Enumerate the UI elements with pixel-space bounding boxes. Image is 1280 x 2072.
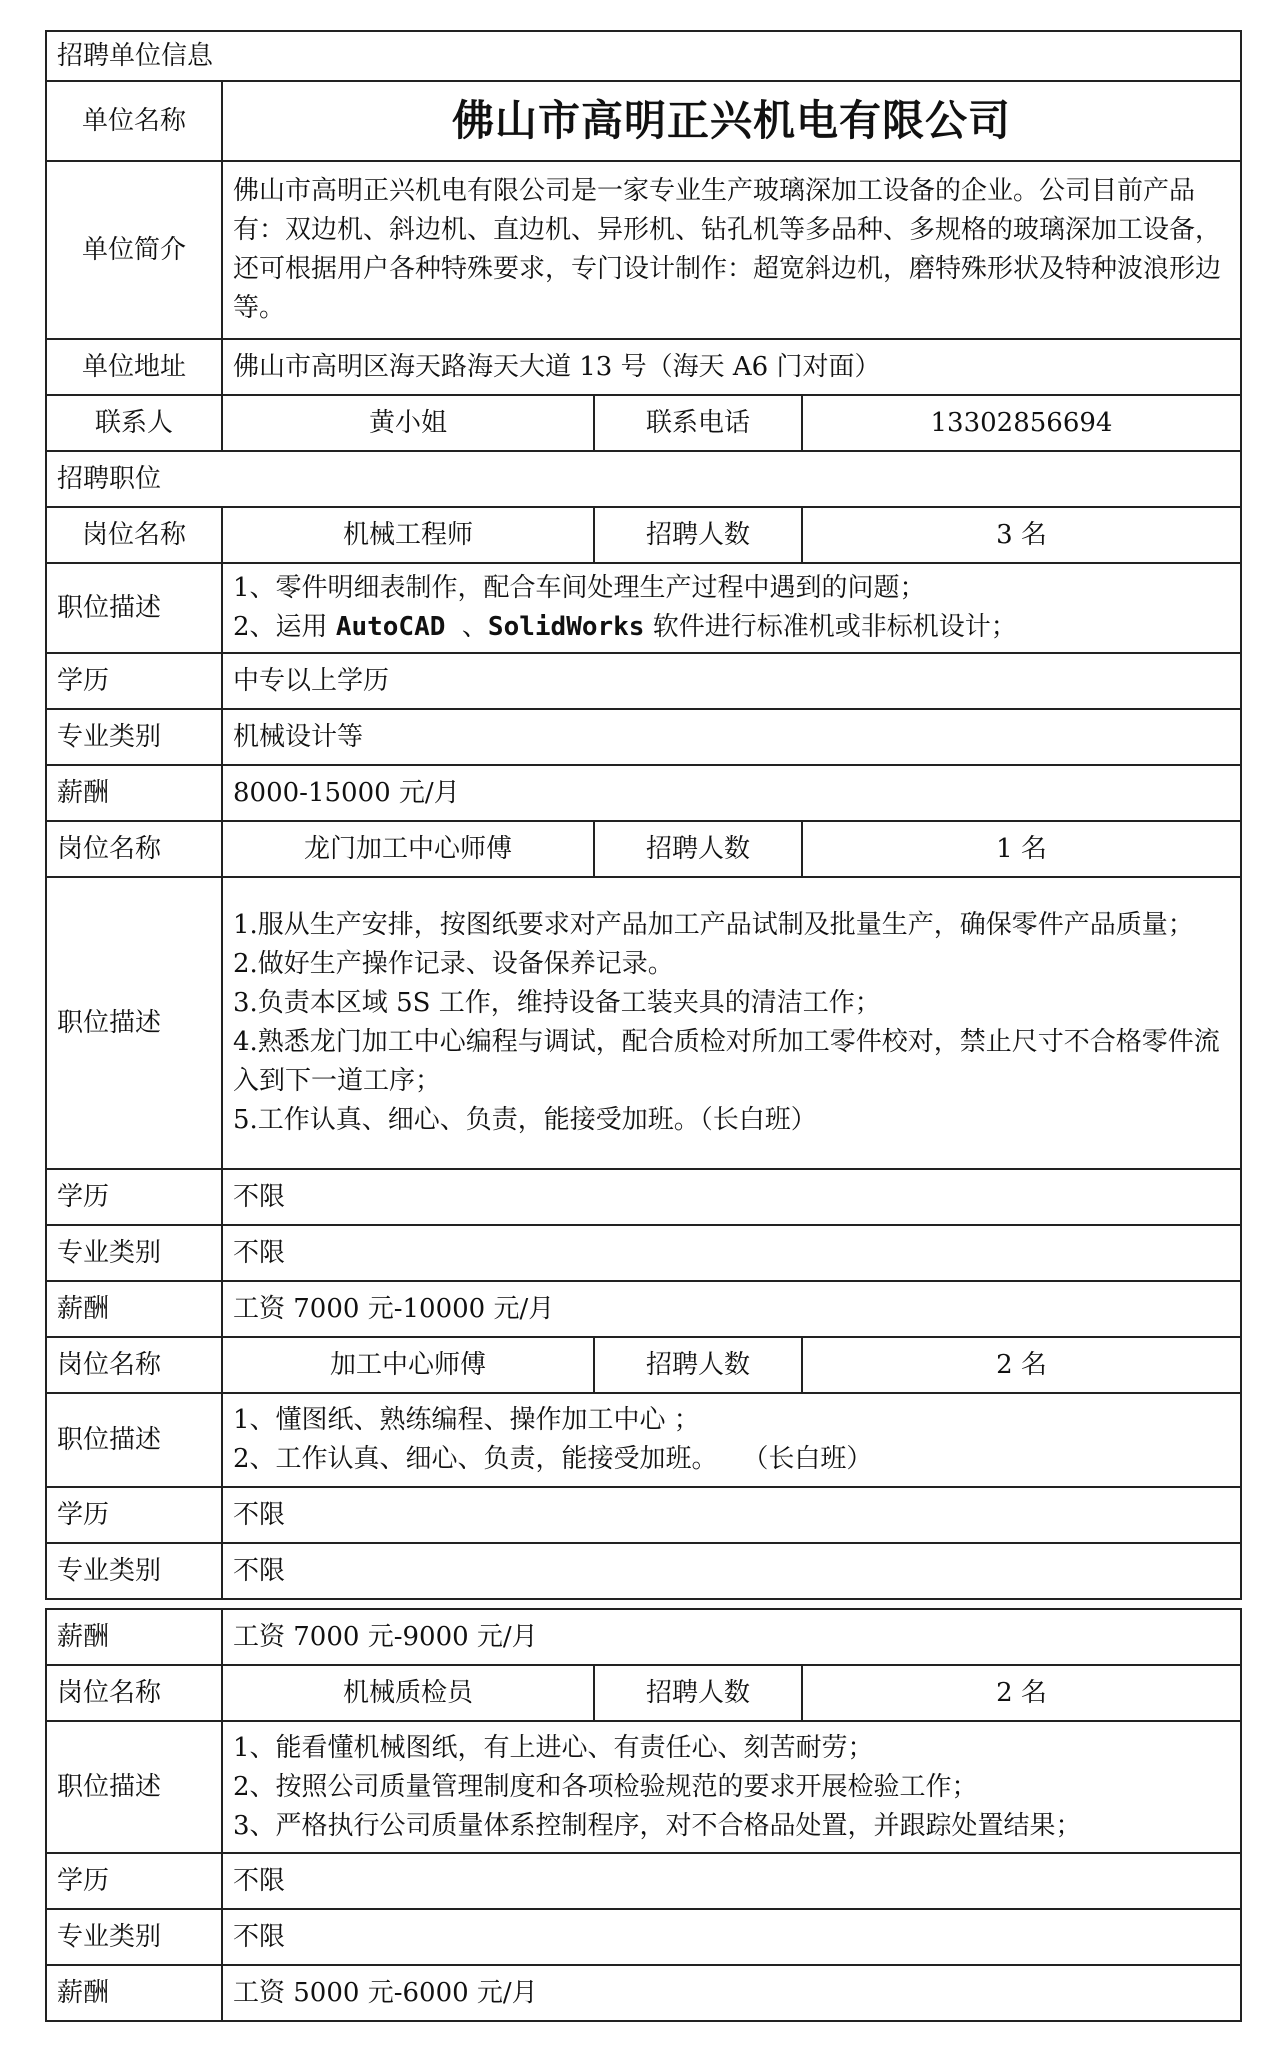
job-3-title: 加工中心师傅 xyxy=(222,1337,594,1393)
job-4-desc-line-3: 3、严格执行公司质量体系控制程序，对不合格品处置，并跟踪处置结果； xyxy=(233,1810,1082,1841)
recruitment-sheet xyxy=(45,30,1240,2022)
job-4-desc-line-2: 2、按照公司质量管理制度和各项检验规范的要求开展检验工作； xyxy=(233,1771,978,1802)
job-3-desc-line-2: 2、工作认真、细心、负责，能接受加班。 （长白班） xyxy=(233,1444,873,1474)
job-2-desc-line-5: 5.工作认真、细心、负责，能接受加班。（长白班） xyxy=(233,1105,817,1135)
job-1-salary-label: 薪酬 xyxy=(46,765,222,821)
job-2-desc-line-2: 2.做好生产操作记录、设备保养记录。 xyxy=(233,949,674,979)
company-address-label: 单位地址 xyxy=(46,339,222,395)
job-3-headcount-label: 招聘人数 xyxy=(594,1337,802,1393)
job-2-title: 龙门加工中心师傅 xyxy=(222,821,594,877)
job-2-desc-line-3: 3.负责本区域 5S 工作，维持设备工装夹具的清洁工作； xyxy=(233,988,881,1018)
phone-number: 13302856694 xyxy=(802,395,1241,451)
job-4-headcount: 2 名 xyxy=(802,1665,1241,1721)
phone-label: 联系电话 xyxy=(594,395,802,451)
job-3-desc-line-1: 1、懂图纸、熟练编程、操作加工中心 ； xyxy=(233,1405,700,1435)
job-2-headcount: 1 名 xyxy=(802,821,1241,877)
job-2-headcount-label: 招聘人数 xyxy=(594,821,802,877)
company-address: 佛山市高明区海天路海天大道 13 号（海天 A6 门对面） xyxy=(222,339,1241,395)
job-4-education: 不限 xyxy=(222,1853,1241,1909)
job-1-education: 中专以上学历 xyxy=(222,653,1241,709)
job-1-desc-line-2 xyxy=(233,608,1230,647)
page-break-gap xyxy=(45,1600,1240,1608)
job-1-desc-label: 职位描述 xyxy=(46,563,222,653)
job-2-desc-label: 职位描述 xyxy=(46,877,222,1169)
recruitment-table-continued xyxy=(45,1608,1242,2022)
job-2-major-label: 专业类别 xyxy=(46,1225,222,1281)
company-intro: 佛山市高明正兴机电有限公司是一家专业生产玻璃深加工设备的企业。公司目前产品有：双边机、斜边机、直边机、异形机、钻孔机等多品种、多规格的玻璃深加工设备，还可根据用户各种特殊要求，专门设计制作：超宽斜边机，磨特殊形状及特种波浪形边等。 xyxy=(222,161,1241,339)
job-2-education-label: 学历 xyxy=(46,1169,222,1225)
job-4-salary: 工资 5000 元-6000 元/月 xyxy=(222,1965,1241,2021)
job-2-education: 不限 xyxy=(222,1169,1241,1225)
company-name: 佛山市高明正兴机电有限公司 xyxy=(222,81,1241,161)
job-1-desc-line-2-sep: 、 xyxy=(445,612,488,642)
job-1-major-label: 专业类别 xyxy=(46,709,222,765)
job-3-salary-label: 薪酬 xyxy=(46,1609,222,1665)
job-1-desc xyxy=(222,563,1241,653)
job-1-headcount: 3 名 xyxy=(802,507,1241,563)
company-intro-label: 单位简介 xyxy=(46,161,222,339)
job-1-desc-line-2-suffix: 软件进行标准机或非标机设计； xyxy=(644,612,1017,642)
software-autocad: AutoCAD xyxy=(335,612,446,642)
job-3-major: 不限 xyxy=(222,1543,1241,1599)
section-jobs-header: 招聘职位 xyxy=(46,451,1241,507)
job-2-position-label: 岗位名称 xyxy=(46,821,222,877)
job-3-salary: 工资 7000 元-9000 元/月 xyxy=(222,1609,1241,1665)
job-4-education-label: 学历 xyxy=(46,1853,222,1909)
job-2-major: 不限 xyxy=(222,1225,1241,1281)
job-4-title: 机械质检员 xyxy=(222,1665,594,1721)
recruitment-table xyxy=(45,30,1242,1600)
job-1-title: 机械工程师 xyxy=(222,507,594,563)
job-1-salary: 8000-15000 元/月 xyxy=(222,765,1241,821)
job-1-position-label: 岗位名称 xyxy=(46,507,222,563)
job-1-major: 机械设计等 xyxy=(222,709,1241,765)
job-2-desc-line-1: 1.服从生产安排，按图纸要求对产品加工产品试制及批量生产，确保零件产品质量； xyxy=(233,910,1194,940)
job-4-major-label: 专业类别 xyxy=(46,1909,222,1965)
job-4-desc-label: 职位描述 xyxy=(46,1721,222,1853)
job-3-desc xyxy=(222,1393,1241,1487)
job-4-headcount-label: 招聘人数 xyxy=(594,1665,802,1721)
job-3-education-label: 学历 xyxy=(46,1487,222,1543)
job-1-education-label: 学历 xyxy=(46,653,222,709)
job-4-desc xyxy=(222,1721,1241,1853)
job-4-major: 不限 xyxy=(222,1909,1241,1965)
job-4-salary-label: 薪酬 xyxy=(46,1965,222,2021)
contact-label: 联系人 xyxy=(46,395,222,451)
job-4-position-label: 岗位名称 xyxy=(46,1665,222,1721)
job-3-desc-label: 职位描述 xyxy=(46,1393,222,1487)
contact-person: 黄小姐 xyxy=(222,395,594,451)
company-name-label: 单位名称 xyxy=(46,81,222,161)
job-3-position-label: 岗位名称 xyxy=(46,1337,222,1393)
job-4-desc-line-1: 1、能看懂机械图纸，有上进心、有责任心、刻苦耐劳； xyxy=(233,1732,874,1763)
job-3-education: 不限 xyxy=(222,1487,1241,1543)
job-2-salary-label: 薪酬 xyxy=(46,1281,222,1337)
job-2-desc xyxy=(222,877,1241,1169)
job-3-major-label: 专业类别 xyxy=(46,1543,222,1599)
job-1-desc-line-1: 1、零件明细表制作，配合车间处理生产过程中遇到的问题； xyxy=(233,573,926,603)
section-company-header: 招聘单位信息 xyxy=(46,31,1241,81)
job-1-headcount-label: 招聘人数 xyxy=(594,507,802,563)
job-3-headcount: 2 名 xyxy=(802,1337,1241,1393)
job-2-desc-line-4: 4.熟悉龙门加工中心编程与调试，配合质检对所加工零件校对，禁止尺寸不合格零件流入到下一道工序； xyxy=(233,1027,1220,1096)
software-solidworks: SolidWorks xyxy=(487,612,645,642)
job-1-desc-line-2-prefix: 2、运用 xyxy=(233,612,336,642)
job-2-salary: 工资 7000 元-10000 元/月 xyxy=(222,1281,1241,1337)
